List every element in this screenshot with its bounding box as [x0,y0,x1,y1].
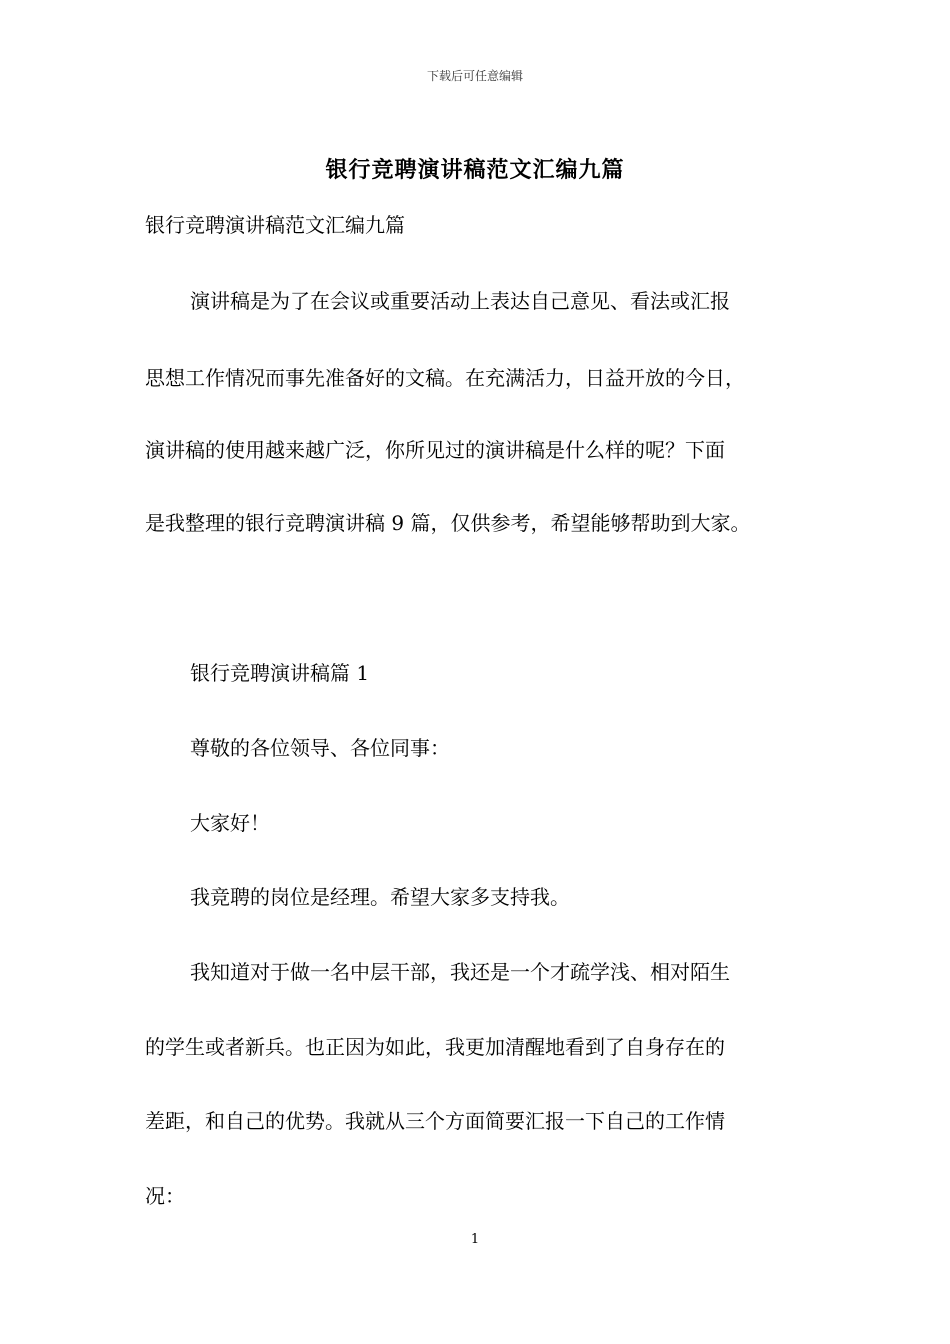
document-subtitle: 银行竞聘演讲稿范文汇编九篇 [145,213,405,237]
body-line-4: 况： [145,1184,185,1208]
section-heading: 银行竞聘演讲稿篇 1 [190,661,370,685]
body-line-2: 的学生或者新兵。也正因为如此，我更加清醒地看到了自身存在的 [145,1035,725,1059]
page-number: 1 [470,1232,480,1247]
intro-line-1: 演讲稿是为了在会议或重要活动上表达自己意见、看法或汇报 [190,289,730,313]
body-line-3: 差距，和自己的优势。我就从三个方面简要汇报一下自己的工作情 [145,1109,725,1133]
body-line-1: 我知道对于做一名中层干部，我还是一个才疏学浅、相对陌生 [190,960,730,984]
intro-line-4: 是我整理的银行竞聘演讲稿 9 篇，仅供参考，希望能够帮助到大家。 [145,511,751,535]
intro-line-2: 思想工作情况而事先准备好的文稿。在充满活力，日益开放的今日， [145,366,745,390]
greeting: 大家好！ [190,811,270,835]
body-line-intro: 我竞聘的岗位是经理。希望大家多支持我。 [190,885,570,909]
header-note: 下载后可任意编辑 [426,69,523,83]
salutation: 尊敬的各位领导、各位同事： [190,736,450,760]
document-title: 银行竞聘演讲稿范文汇编九篇 [325,157,625,183]
intro-line-3: 演讲稿的使用越来越广泛，你所见过的演讲稿是什么样的呢？下面 [145,438,725,462]
